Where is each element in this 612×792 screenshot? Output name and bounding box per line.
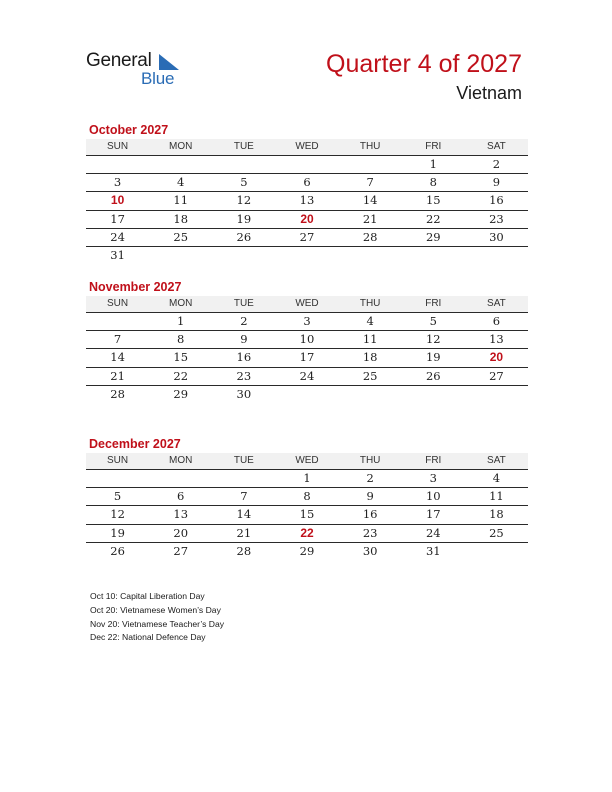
day-cell: 19 — [110, 525, 125, 540]
week-row — [86, 368, 528, 386]
day-cell: 26 — [425, 368, 441, 383]
day-cell: 27 — [299, 229, 315, 244]
day-cell: 24 — [425, 525, 441, 540]
logo — [86, 50, 196, 90]
month-grid — [86, 312, 528, 403]
week-row — [86, 192, 528, 210]
logo-text-blue: Blue — [141, 69, 175, 88]
month-november — [86, 278, 528, 403]
country-name: Vietnam — [456, 83, 522, 103]
month-title: October 2027 — [89, 123, 169, 137]
empty-day-cell — [339, 156, 402, 173]
day-cell: 31 — [425, 543, 441, 558]
day-cell: 23 — [236, 368, 252, 383]
day-cell: 7 — [366, 175, 374, 190]
day-cell: 20 — [173, 525, 189, 540]
weekday-label: FRI — [425, 298, 442, 309]
day-cell: 12 — [236, 193, 252, 208]
day-cell: 29 — [425, 229, 441, 244]
weekday-label: TUE — [233, 298, 254, 309]
holiday-note: Dec 22: National Defence Day — [90, 632, 206, 643]
day-cell: 13 — [173, 507, 189, 522]
day-cell: 5 — [429, 314, 437, 328]
month-title: November 2027 — [89, 280, 182, 294]
day-cell: 29 — [299, 543, 315, 558]
page-title: Quarter 4 of 2027 — [326, 50, 522, 78]
weekday-label: MON — [169, 141, 193, 152]
day-cell: 10 — [110, 193, 125, 208]
day-cell: 4 — [177, 175, 185, 190]
day-cell: 12 — [110, 507, 125, 522]
week-row — [86, 211, 528, 229]
day-cell: 2 — [366, 471, 374, 485]
day-cell: 13 — [299, 193, 315, 208]
day-cell: 1 — [429, 157, 437, 171]
empty-day-cell — [86, 156, 149, 173]
empty-day-cell — [149, 247, 212, 264]
day-cell: 9 — [366, 489, 374, 504]
day-cell: 27 — [489, 368, 504, 383]
day-cell: 6 — [303, 175, 311, 190]
week-row — [86, 525, 528, 543]
day-cell: 24 — [110, 229, 125, 244]
empty-day-cell — [275, 247, 338, 264]
empty-day-cell — [275, 386, 338, 403]
holiday-note: Oct 20: Vietnamese Women’s Day — [90, 604, 221, 615]
day-cell: 7 — [240, 489, 248, 504]
weekday-header — [86, 453, 528, 469]
day-cell: 31 — [110, 247, 125, 262]
day-cell: 11 — [173, 193, 189, 208]
weekday-label: THU — [359, 455, 381, 466]
day-cell: 25 — [173, 229, 189, 244]
day-cell: 1 — [177, 314, 185, 328]
weekday-label: SAT — [487, 141, 506, 152]
weekday-label: TUE — [233, 455, 254, 466]
day-cell: 28 — [236, 543, 252, 558]
day-cell: 4 — [366, 314, 374, 328]
day-cell: 29 — [173, 386, 189, 401]
day-cell: 22 — [173, 368, 189, 383]
empty-day-cell — [465, 386, 528, 403]
day-cell: 22 — [300, 525, 314, 540]
day-cell: 15 — [425, 193, 441, 208]
day-cell: 23 — [362, 525, 378, 540]
weekday-label: SAT — [487, 298, 506, 309]
empty-day-cell — [149, 156, 212, 173]
month-grid — [86, 469, 528, 560]
logo-text-general: General — [86, 50, 152, 71]
empty-day-cell — [212, 156, 275, 173]
week-row — [86, 543, 528, 560]
day-cell: 25 — [362, 368, 378, 383]
logo-triangle-icon — [159, 54, 179, 70]
day-cell: 28 — [362, 229, 378, 244]
weekday-label: MON — [169, 298, 193, 309]
day-cell: 8 — [177, 332, 185, 347]
day-cell: 17 — [299, 350, 315, 365]
month-october — [86, 121, 528, 264]
day-cell: 22 — [425, 211, 441, 226]
day-cell: 21 — [236, 525, 252, 540]
day-cell: 10 — [299, 332, 315, 347]
empty-day-cell — [212, 470, 275, 487]
holiday-note: Nov 20: Vietnamese Teacher’s Day — [90, 618, 225, 629]
day-cell: 11 — [489, 489, 504, 504]
week-row — [86, 155, 528, 174]
week-row — [86, 469, 528, 488]
month-december — [86, 435, 528, 560]
day-cell: 20 — [489, 350, 504, 365]
day-cell: 3 — [429, 471, 437, 485]
day-cell: 16 — [236, 350, 252, 365]
day-cell: 14 — [362, 193, 378, 208]
day-cell: 24 — [299, 368, 315, 383]
day-cell: 10 — [425, 489, 441, 504]
day-cell: 20 — [300, 211, 314, 226]
day-cell: 8 — [303, 489, 311, 504]
week-row — [86, 386, 528, 403]
weekday-label: WED — [295, 298, 319, 309]
empty-day-cell — [212, 247, 275, 264]
day-cell: 14 — [236, 507, 252, 522]
empty-day-cell — [402, 247, 465, 264]
day-cell: 18 — [489, 507, 504, 522]
holiday-note: Oct 10: Capital Liberation Day — [90, 591, 205, 601]
day-cell: 25 — [489, 525, 504, 540]
week-row — [86, 488, 528, 506]
day-cell: 14 — [110, 350, 125, 365]
day-cell: 28 — [110, 386, 125, 401]
day-cell: 4 — [492, 471, 501, 485]
day-cell: 17 — [425, 507, 441, 522]
weekday-header — [86, 296, 528, 312]
weekday-header — [86, 139, 528, 155]
day-cell: 21 — [110, 368, 125, 383]
empty-day-cell — [149, 470, 212, 487]
day-cell: 3 — [303, 314, 311, 328]
day-cell: 15 — [173, 350, 189, 365]
weekday-label: THU — [359, 141, 381, 152]
day-cell: 2 — [492, 157, 501, 171]
weekday-label: SAT — [487, 455, 506, 466]
day-cell: 6 — [177, 489, 185, 504]
day-cell: 27 — [173, 543, 189, 558]
weekday-label: WED — [295, 141, 319, 152]
empty-day-cell — [275, 156, 338, 173]
day-cell: 16 — [489, 193, 504, 208]
weekday-label: FRI — [425, 455, 442, 466]
weekday-label: SUN — [107, 298, 129, 309]
week-row — [86, 229, 528, 247]
day-cell: 18 — [362, 350, 378, 365]
day-cell: 5 — [113, 489, 122, 504]
day-cell: 16 — [362, 507, 378, 522]
weekday-label: WED — [295, 455, 319, 466]
empty-day-cell — [86, 470, 149, 487]
weekday-label: THU — [359, 298, 381, 309]
day-cell: 15 — [299, 507, 315, 522]
empty-day-cell — [402, 386, 465, 403]
week-row — [86, 312, 528, 331]
weekday-label: SUN — [107, 455, 129, 466]
weekday-label: MON — [169, 455, 193, 466]
day-cell: 30 — [236, 386, 252, 401]
empty-day-cell — [339, 247, 402, 264]
weekday-label: SUN — [107, 141, 129, 152]
day-cell: 11 — [362, 332, 378, 347]
day-cell: 19 — [236, 211, 252, 226]
holiday-notes — [90, 590, 224, 645]
week-row — [86, 331, 528, 349]
day-cell: 26 — [110, 543, 125, 558]
day-cell: 2 — [240, 314, 248, 328]
empty-day-cell — [339, 386, 402, 403]
week-row — [86, 174, 528, 192]
week-row — [86, 247, 528, 264]
month-title: December 2027 — [89, 437, 181, 451]
day-cell: 19 — [425, 350, 441, 365]
day-cell: 1 — [303, 471, 311, 485]
day-cell: 30 — [489, 229, 504, 244]
empty-day-cell — [86, 313, 149, 330]
day-cell: 30 — [362, 543, 378, 558]
day-cell: 17 — [110, 211, 125, 226]
month-grid — [86, 155, 528, 264]
day-cell: 12 — [425, 332, 441, 347]
day-cell: 9 — [492, 175, 501, 190]
day-cell: 21 — [362, 211, 378, 226]
day-cell: 18 — [173, 211, 189, 226]
day-cell: 26 — [236, 229, 252, 244]
week-row — [86, 349, 528, 367]
day-cell: 3 — [113, 175, 122, 190]
empty-day-cell — [465, 247, 528, 264]
empty-day-cell — [465, 543, 528, 560]
week-row — [86, 506, 528, 524]
day-cell: 8 — [429, 175, 437, 190]
day-cell: 5 — [240, 175, 248, 190]
day-cell: 7 — [113, 332, 122, 347]
weekday-label: FRI — [425, 141, 442, 152]
day-cell: 6 — [492, 314, 501, 328]
weekday-label: TUE — [233, 141, 254, 152]
day-cell: 13 — [489, 332, 504, 347]
day-cell: 23 — [489, 211, 504, 226]
day-cell: 9 — [240, 332, 248, 347]
